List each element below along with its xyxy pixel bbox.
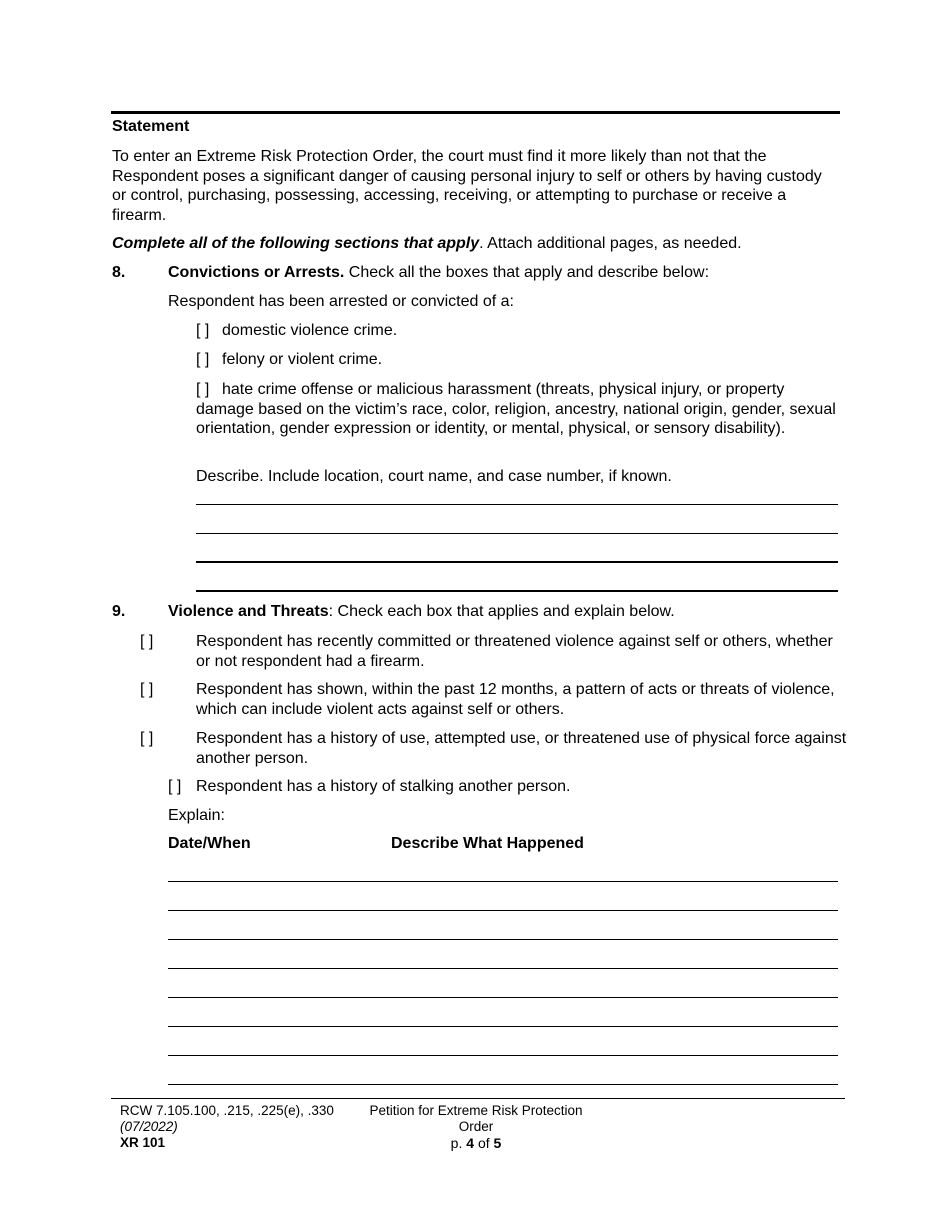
section-9-option bbox=[168, 778, 570, 796]
section-9-title-bold: Violence and Threats bbox=[168, 603, 329, 620]
statement-body: To enter an Extreme Risk Protection Order, the court must find it more likely than not that the Respondent poses a significant danger of causing personal injury to self or others by having custody or control, purchasing, possessing, accessing, receiving, or attempting to purchase or receive a firearm. bbox=[112, 148, 822, 224]
statement-instruction bbox=[112, 235, 742, 253]
top-rule bbox=[111, 111, 840, 114]
answer-line[interactable] bbox=[168, 881, 838, 882]
section-8-describe-prompt: Describe. Include location, court name, and case number, if known. bbox=[196, 468, 672, 485]
answer-line[interactable] bbox=[196, 561, 838, 563]
instruction-rest: . Attach additional pages, as needed. bbox=[479, 235, 742, 252]
instruction-emphasis: Complete all of the following sections that apply bbox=[112, 235, 480, 252]
explain-label: Explain: bbox=[168, 807, 225, 824]
option-text: Respondent has a history of use, attempted use, or threatened use of physical force against another person. bbox=[196, 730, 847, 767]
checkbox[interactable]: [ ] bbox=[196, 322, 210, 339]
section-8-title-bold: Convictions or Arrests. bbox=[168, 264, 345, 281]
section-8-title-rest: Check all the boxes that apply and describe below: bbox=[344, 264, 710, 281]
section-8-option bbox=[196, 322, 397, 340]
page-of: of bbox=[477, 1135, 490, 1151]
section-8-option bbox=[196, 351, 382, 369]
footer-page-number bbox=[360, 1135, 592, 1151]
footer-rule bbox=[111, 1098, 845, 1099]
checkbox[interactable]: [ ] bbox=[140, 730, 154, 747]
checkbox[interactable]: [ ] bbox=[140, 633, 154, 650]
section-8-intro: Respondent has been arrested or convicted of a: bbox=[168, 293, 514, 310]
checkbox[interactable]: [ ] bbox=[196, 381, 210, 398]
section-8-option bbox=[196, 380, 836, 439]
checkbox[interactable]: [ ] bbox=[196, 351, 210, 368]
page-prefix: p. bbox=[450, 1135, 463, 1151]
option-text: felony or violent crime. bbox=[222, 351, 383, 368]
answer-line[interactable] bbox=[168, 1026, 838, 1027]
footer-date: (07/2022) bbox=[120, 1119, 178, 1134]
section-9-title-rest: : Check each box that applies and explain below. bbox=[328, 603, 675, 620]
answer-line[interactable] bbox=[196, 533, 838, 534]
section-8-number: 8. bbox=[112, 264, 126, 281]
answer-line[interactable] bbox=[168, 1084, 838, 1085]
option-text: domestic violence crime. bbox=[222, 322, 398, 339]
answer-line[interactable] bbox=[196, 590, 838, 592]
option-text: Respondent has a history of stalking another person. bbox=[196, 778, 571, 795]
footer-title: Petition for Extreme Risk Protection Order bbox=[369, 1103, 583, 1134]
section-9-number: 9. bbox=[112, 603, 126, 620]
section-9-option bbox=[140, 680, 836, 719]
column-header-date: Date/When bbox=[168, 835, 251, 852]
section-9-option bbox=[140, 632, 836, 671]
page-current: 4 bbox=[466, 1135, 475, 1151]
option-text: hate crime offense or malicious harassment (threats, physical injury, or property damage based on the victim’s race, color, religion, ancestry, national origin, gender, sexual orientation, gender expression or identity, or mental, physical, or sensory disability). bbox=[196, 381, 836, 438]
option-text: Respondent has shown, within the past 12 months, a pattern of acts or threats of violence, which can include violent acts against self or others. bbox=[196, 681, 835, 718]
checkbox[interactable]: [ ] bbox=[168, 778, 182, 795]
footer-form-id: XR 101 bbox=[120, 1135, 166, 1150]
statement-heading: Statement bbox=[112, 118, 190, 135]
answer-line[interactable] bbox=[168, 997, 838, 998]
answer-line[interactable] bbox=[168, 1055, 838, 1056]
section-8-title bbox=[168, 264, 709, 282]
option-text: Respondent has recently committed or threatened violence against self or others, whether or not respondent had a firearm. bbox=[196, 633, 833, 670]
answer-line[interactable] bbox=[196, 504, 838, 505]
answer-line[interactable] bbox=[168, 939, 838, 940]
answer-line[interactable] bbox=[168, 968, 838, 969]
checkbox[interactable]: [ ] bbox=[140, 681, 154, 698]
column-header-describe: Describe What Happened bbox=[391, 835, 584, 852]
footer-rcw: RCW 7.105.100, .215, .225(e), .330 bbox=[120, 1103, 334, 1118]
section-9-option bbox=[140, 729, 864, 768]
page-total: 5 bbox=[493, 1135, 502, 1151]
section-9-title bbox=[168, 603, 675, 621]
answer-line[interactable] bbox=[168, 910, 838, 911]
